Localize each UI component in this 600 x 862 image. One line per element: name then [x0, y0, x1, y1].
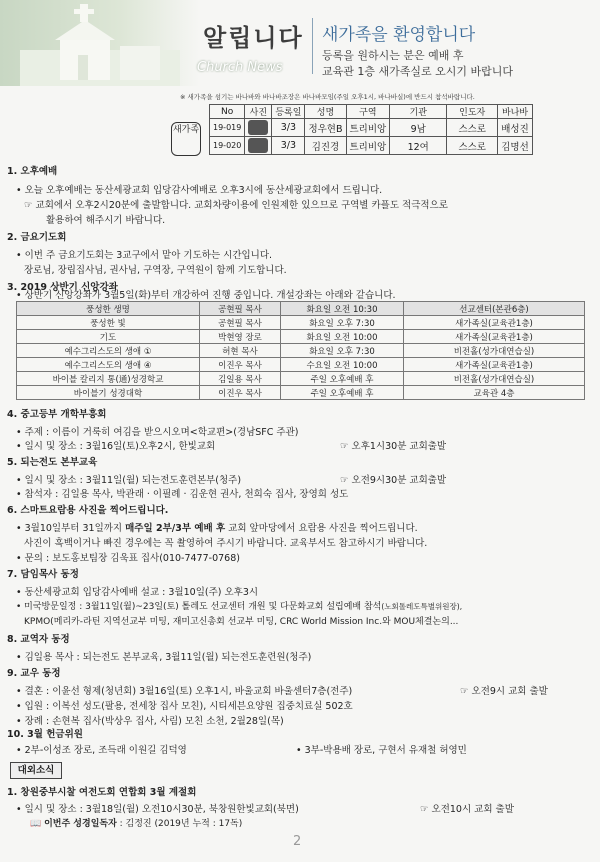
section-heading: 4. 중고등부 개학부흥회 — [7, 409, 107, 420]
text-line: • 일시 및 장소 : 3월11일(월) 되는전도훈련본부(청주) — [16, 475, 242, 486]
course-table — [16, 301, 585, 400]
text-line: • 상반기 신앙강좌가 3월5일(화)부터 개강하여 진행 중입니다. 개설강좌는 아래와 같습니다. — [16, 290, 396, 301]
table-row: 19-019 3/3 정우현B 트리비앙 9남 스스로 배성진 — [210, 119, 533, 137]
barnabas-note: ※ 새가족을 섬기는 바나바와 바나바조장은 바나바모임(주일 오후1시, 바나바실)에 반드시 참석바랍니다. — [180, 93, 475, 101]
text-line: • 일시 및 장소 : 3월18일(월) 오전10시30분, 북창원한빛교회(북면) — [16, 804, 299, 815]
photo-icon — [248, 120, 268, 135]
page-title: 알립니다 — [203, 24, 304, 52]
welcome-heading: 새가족을 환영합니다 — [322, 25, 476, 45]
section-heading: 7. 담임목사 동정 — [7, 569, 79, 580]
text-line: • 장례 : 손현복 집사(박상우 집사, 사림) 모친 소천, 2월28일(목) — [16, 716, 284, 727]
text-line: • 문의 : 보도홍보팀장 김욱표 집사(010-7477-0768) — [16, 553, 240, 564]
church-news-subtitle: Church News — [197, 60, 283, 75]
header-divider — [312, 18, 313, 74]
text-line: • 입원 : 이복선 성도(팔용, 전세창 집사 모친), 시티세븐요양원 집중치료실 502호 — [16, 701, 353, 712]
section-heading: 9. 교우 동정 — [7, 668, 61, 679]
text-line: 장로님, 장립집사님, 권사님, 구역장, 구역원이 함께 기도합니다. — [24, 265, 287, 276]
text-line: ☞ 오후1시30분 교회출발 — [340, 441, 447, 452]
bible-reader-line: 📖 이번주 성경일독자 : 김정진 (2019년 누적 : 17독) — [30, 819, 243, 829]
table-row: 바이블 칼리지 통(通)성경학교 김일용 목사 주일 오후예배 후 비전홀(성가대연습실) — [17, 372, 585, 386]
text-line: • 주제 : 이름이 거룩히 여김을 받으시오며<학교편>(경남SFC 주관) — [16, 427, 299, 438]
text-line: • 3부-박용배 장로, 구현서 유재철 허영민 — [296, 745, 467, 756]
text-line: • 일시 및 장소 : 3월16일(토)오후2시, 한빛교회 — [16, 441, 216, 452]
table-row: 바이블기 성경대학 이진우 목사 주일 오후예배 후 교육관 4층 — [17, 386, 585, 400]
church-illustration — [0, 0, 200, 86]
text-line: ☞ 오전10시 교회 출발 — [420, 804, 514, 815]
text-line: • 동산세광교회 입당감사예배 설교 : 3월10일(주) 오후3시 — [16, 587, 259, 598]
table-row: 풍성한 빛 공현필 목사 화요일 오후 7:30 새가족실(교육관1층) — [17, 316, 585, 330]
text-line: ☞ 오전9시30분 교회출발 — [340, 475, 447, 486]
section-heading: 6. 스마트요람용 사진을 찍어드립니다. — [7, 505, 169, 516]
text-line: • 2부-이성조 장로, 조득래 이원길 김덕영 — [16, 745, 187, 756]
text-line: • 3월10일부터 31일까지 매주일 2부/3부 예배 후 교회 앞마당에서 요람용 사진을 찍어드립니다. — [16, 523, 418, 534]
page-number: 2 — [293, 834, 302, 849]
table-row: 예수그리스도의 생애 ① 허현 목사 화요일 오후 7:30 비전홀(성가대연습실) — [17, 344, 585, 358]
text-line: • 미국방문일정 : 3월11일(월)~23일(토) 톨레도 선교센터 개원 및 다문화교회 설립예배 참석(노회톨레도특별위원장), — [16, 602, 463, 612]
text-line: • 참석자 : 김일용 목사, 박관래 · 이필례 · 김운현 권사, 천희숙 집사, 장영희 성도 — [16, 489, 349, 500]
table-header-row: No 사진 등록일 성명 구역 기관 인도자 바나바 — [210, 105, 533, 119]
table-row: 예수그리스도의 생애 ④ 이진우 목사 수요일 오전 10:00 새가족실(교육관1층) — [17, 358, 585, 372]
section-heading: 10. 3월 헌금위원 — [7, 729, 83, 740]
table-row: 19-020 3/3 김진경 트리비앙 12여 스스로 김명선 — [210, 137, 533, 155]
section-heading: 5. 되는전도 본부교육 — [7, 457, 98, 468]
table-row: 풍성한 생명 공현필 목사 화요일 오전 10:30 선교센터(본관6층) — [17, 302, 585, 316]
header — [0, 0, 600, 86]
text-line: • 결혼 : 이윤선 형제(청년회) 3월16일(토) 오후1시, 바울교회 바울센터7층(전주) — [16, 686, 353, 697]
text-line: • 이번 주 금요기도회는 3교구에서 맡아 기도하는 시간입니다. — [16, 250, 273, 261]
section-heading: 2. 금요기도회 — [7, 232, 67, 243]
welcome-description: 등록을 원하시는 분은 예배 후 교육관 1층 새가족실로 오시기 바랍니다 — [322, 49, 513, 78]
text-line: • 오늘 오후예배는 동산세광교회 입당감사예배로 오후3시에 동산세광교회에서 드립니다. — [16, 185, 383, 196]
text-line: • 김일용 목사 : 되는전도 본부교육, 3월11일(월) 되는전도훈련원(청주) — [16, 652, 312, 663]
newcomer-table — [209, 104, 533, 155]
newcomer-stamp: 새가족 — [171, 122, 201, 156]
text-line: ☞ 교회에서 오후2시20분에 출발합니다. 교회차량이용에 인원제한 있으므로 구역별 카플도 적극적으로 — [24, 200, 448, 211]
photo-icon — [248, 138, 268, 153]
section-heading: 1. 오후예배 — [7, 166, 58, 177]
external-news-tag: 대외소식 — [10, 762, 62, 779]
text-line: 사진이 흑백이거나 빠진 경우에는 꼭 촬영하여 주시기 바랍니다. 교육부서도 참고하시기 바랍니다. — [24, 538, 428, 549]
book-icon: 📖 — [30, 819, 42, 829]
text-line: KPMO(메리카-라틴 지역선교부 미팅, 재미고신총회 선교부 미팅, CRC World Mission Inc.와 MOU체결논의... — [24, 617, 459, 627]
text-line: 활용하여 해주시기 바랍니다. — [46, 215, 166, 226]
table-row: 기도 박현영 장로 화요일 오전 10:00 새가족실(교육관1층) — [17, 330, 585, 344]
section-heading: 3. 2019 상반기 신앙강좌 — [7, 282, 118, 293]
text-line: ☞ 오전9시 교회 출발 — [460, 686, 548, 697]
section-heading: 8. 교역자 동정 — [7, 634, 70, 645]
section-heading: 1. 창원중부시찰 여전도회 연합회 3월 계절회 — [7, 787, 197, 798]
